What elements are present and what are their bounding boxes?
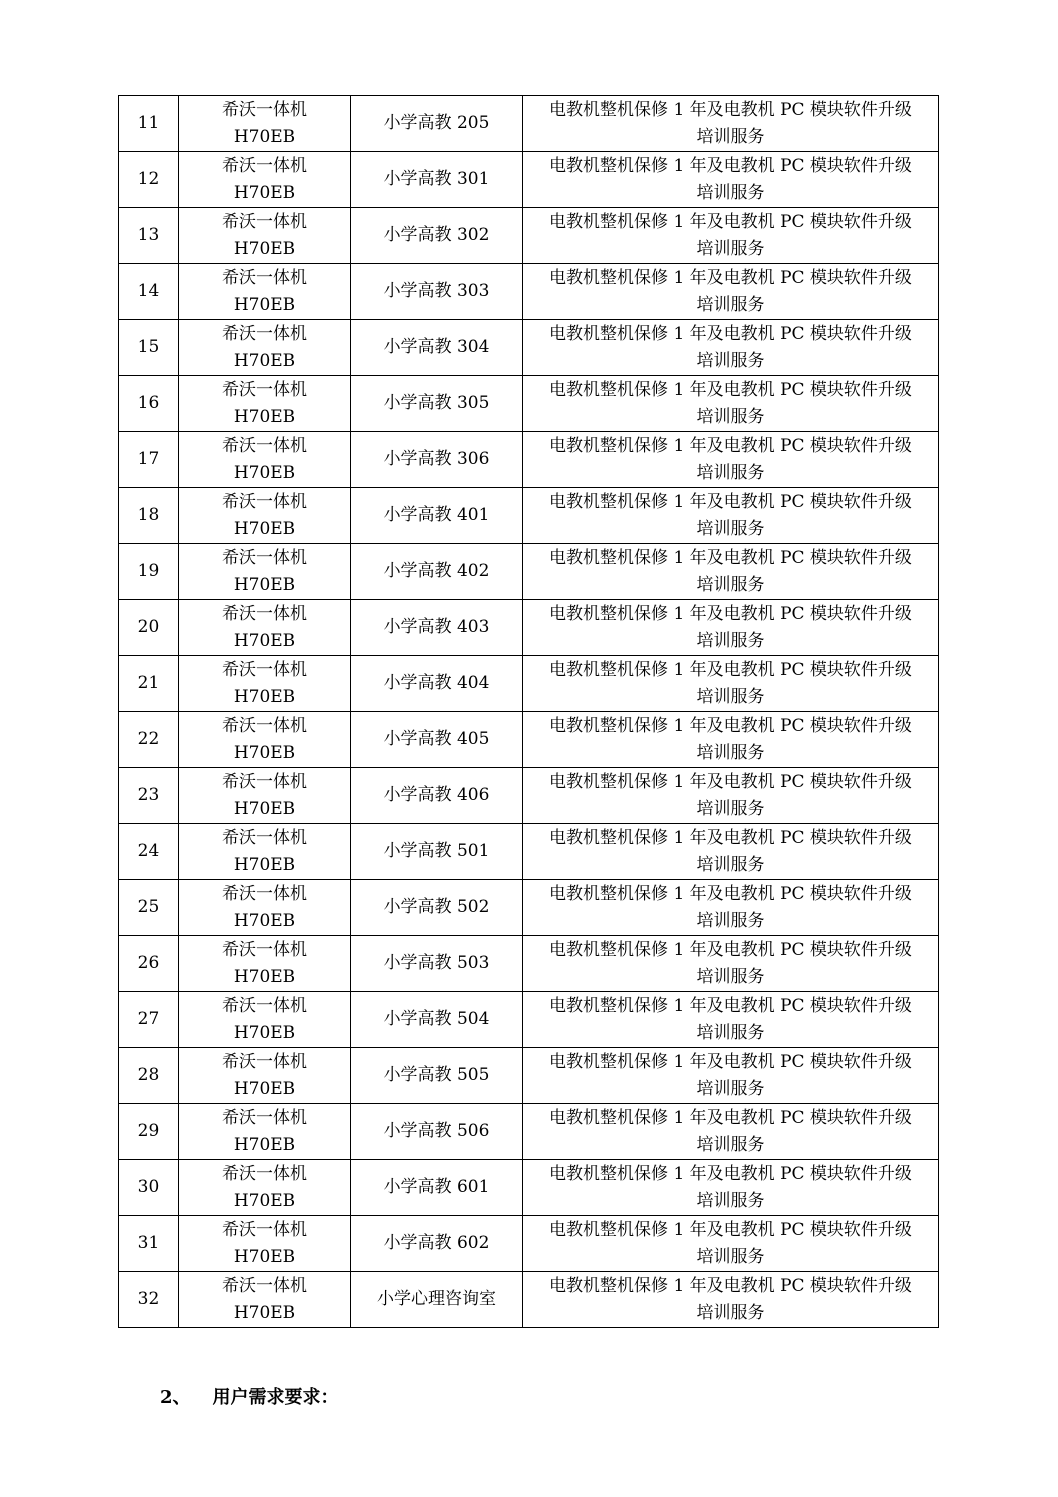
- row-number: 23: [137, 785, 160, 805]
- device-name-line: 希沃一体机: [222, 267, 307, 288]
- location-cell: [351, 1216, 523, 1272]
- table-row: [119, 96, 939, 152]
- location-cell: [351, 656, 523, 712]
- service-description-line: 电教机整机保修 1 年及电教机 PC 模块软件升级: [549, 603, 912, 624]
- device-name-line: 希沃一体机: [222, 379, 307, 400]
- row-number: 32: [137, 1289, 160, 1309]
- row-number: 18: [137, 505, 160, 525]
- service-description-line: 电教机整机保修 1 年及电教机 PC 模块软件升级: [549, 1107, 912, 1128]
- row-number-cell: [119, 1216, 179, 1272]
- service-description-line: 培训服务: [696, 742, 765, 763]
- device-name-line: H70EB: [233, 574, 296, 595]
- service-description-line: 培训服务: [696, 1246, 765, 1267]
- service-cell: [523, 376, 939, 432]
- row-number-cell: [119, 1104, 179, 1160]
- device-name-line: H70EB: [233, 854, 296, 875]
- device-cell: [179, 320, 351, 376]
- device-cell: [179, 992, 351, 1048]
- row-number-cell: [119, 320, 179, 376]
- device-name-line: H70EB: [233, 798, 296, 819]
- service-description-line: 培训服务: [696, 1022, 765, 1043]
- service-cell: [523, 488, 939, 544]
- service-description-line: 培训服务: [696, 350, 765, 371]
- device-name-line: H70EB: [233, 238, 296, 259]
- service-description-line: 培训服务: [696, 966, 765, 987]
- service-description-line: 电教机整机保修 1 年及电教机 PC 模块软件升级: [549, 1219, 912, 1240]
- row-number-cell: [119, 264, 179, 320]
- table-row: [119, 992, 939, 1048]
- service-description-line: 电教机整机保修 1 年及电教机 PC 模块软件升级: [549, 99, 912, 120]
- service-description-line: 培训服务: [696, 630, 765, 651]
- location-cell: [351, 264, 523, 320]
- service-cell: [523, 936, 939, 992]
- service-description-line: 培训服务: [696, 462, 765, 483]
- device-cell: [179, 264, 351, 320]
- device-cell: [179, 1104, 351, 1160]
- device-cell: [179, 488, 351, 544]
- service-cell: [523, 656, 939, 712]
- location-name: 小学高教 504: [383, 1009, 490, 1029]
- table-row: [119, 936, 939, 992]
- service-description-line: 培训服务: [696, 854, 765, 875]
- equipment-table-body: [119, 96, 939, 1328]
- service-description-line: 培训服务: [696, 910, 765, 931]
- device-name-line: H70EB: [233, 406, 296, 427]
- location-name: 小学高教 406: [383, 785, 490, 805]
- device-name-line: 希沃一体机: [222, 99, 307, 120]
- location-cell: [351, 320, 523, 376]
- row-number-cell: [119, 936, 179, 992]
- device-name-line: 希沃一体机: [222, 1275, 307, 1296]
- location-name: 小学高教 405: [383, 729, 490, 749]
- location-name: 小学高教 302: [383, 225, 490, 245]
- location-cell: [351, 712, 523, 768]
- service-cell: [523, 1048, 939, 1104]
- table-row: [119, 1160, 939, 1216]
- device-cell: [179, 712, 351, 768]
- service-cell: [523, 1160, 939, 1216]
- device-name-line: H70EB: [233, 126, 296, 147]
- device-name-line: H70EB: [233, 742, 296, 763]
- table-row: [119, 320, 939, 376]
- location-cell: [351, 432, 523, 488]
- row-number-cell: [119, 880, 179, 936]
- location-cell: [351, 376, 523, 432]
- device-name-line: 希沃一体机: [222, 491, 307, 512]
- service-description-line: 电教机整机保修 1 年及电教机 PC 模块软件升级: [549, 883, 912, 904]
- equipment-table: [118, 95, 939, 1328]
- row-number: 15: [137, 337, 160, 357]
- row-number: 11: [137, 113, 160, 133]
- service-cell: [523, 152, 939, 208]
- device-name-line: H70EB: [233, 1246, 296, 1267]
- device-cell: [179, 544, 351, 600]
- location-name: 小学心理咨询室: [377, 1289, 496, 1309]
- service-cell: [523, 824, 939, 880]
- location-cell: [351, 600, 523, 656]
- device-name-line: H70EB: [233, 1078, 296, 1099]
- device-cell: [179, 936, 351, 992]
- service-cell: [523, 1216, 939, 1272]
- row-number-cell: [119, 208, 179, 264]
- section-heading: [160, 1383, 339, 1409]
- device-cell: [179, 1272, 351, 1328]
- location-cell: [351, 992, 523, 1048]
- location-cell: [351, 152, 523, 208]
- service-description-line: 培训服务: [696, 798, 765, 819]
- service-description-line: 电教机整机保修 1 年及电教机 PC 模块软件升级: [549, 491, 912, 512]
- device-name-line: 希沃一体机: [222, 995, 307, 1016]
- device-name-line: 希沃一体机: [222, 1107, 307, 1128]
- service-description-line: 培训服务: [696, 1134, 765, 1155]
- service-description-line: 电教机整机保修 1 年及电教机 PC 模块软件升级: [549, 1163, 912, 1184]
- device-name-line: H70EB: [233, 182, 296, 203]
- location-name: 小学高教 205: [383, 113, 490, 133]
- location-cell: [351, 880, 523, 936]
- table-row: [119, 208, 939, 264]
- device-name-line: H70EB: [233, 1022, 296, 1043]
- location-name: 小学高教 506: [383, 1121, 490, 1141]
- device-cell: [179, 1048, 351, 1104]
- device-name-line: H70EB: [233, 462, 296, 483]
- service-cell: [523, 992, 939, 1048]
- location-cell: [351, 1160, 523, 1216]
- device-cell: [179, 656, 351, 712]
- device-name-line: 希沃一体机: [222, 939, 307, 960]
- location-cell: [351, 208, 523, 264]
- service-description-line: 电教机整机保修 1 年及电教机 PC 模块软件升级: [549, 659, 912, 680]
- service-description-line: 电教机整机保修 1 年及电教机 PC 模块软件升级: [549, 323, 912, 344]
- device-cell: [179, 432, 351, 488]
- service-description-line: 电教机整机保修 1 年及电教机 PC 模块软件升级: [549, 939, 912, 960]
- row-number: 13: [137, 225, 160, 245]
- device-cell: [179, 768, 351, 824]
- service-description-line: 培训服务: [696, 518, 765, 539]
- location-cell: [351, 96, 523, 152]
- device-name-line: 希沃一体机: [222, 659, 307, 680]
- location-name: 小学高教 601: [383, 1177, 490, 1197]
- device-name-line: 希沃一体机: [222, 155, 307, 176]
- location-cell: [351, 488, 523, 544]
- location-name: 小学高教 505: [383, 1065, 490, 1085]
- row-number: 29: [137, 1121, 160, 1141]
- location-name: 小学高教 301: [383, 169, 490, 189]
- device-name-line: 希沃一体机: [222, 323, 307, 344]
- table-row: [119, 376, 939, 432]
- row-number: 14: [137, 281, 160, 301]
- row-number-cell: [119, 712, 179, 768]
- service-description-line: 电教机整机保修 1 年及电教机 PC 模块软件升级: [549, 995, 912, 1016]
- table-row: [119, 1048, 939, 1104]
- device-cell: [179, 152, 351, 208]
- table-row: [119, 432, 939, 488]
- device-name-line: 希沃一体机: [222, 715, 307, 736]
- row-number-cell: [119, 152, 179, 208]
- service-description-line: 电教机整机保修 1 年及电教机 PC 模块软件升级: [549, 1275, 912, 1296]
- device-name-line: H70EB: [233, 350, 296, 371]
- row-number-cell: [119, 488, 179, 544]
- table-row: [119, 880, 939, 936]
- device-cell: [179, 96, 351, 152]
- service-cell: [523, 432, 939, 488]
- service-description-line: 电教机整机保修 1 年及电教机 PC 模块软件升级: [549, 827, 912, 848]
- service-description-line: 电教机整机保修 1 年及电教机 PC 模块软件升级: [549, 379, 912, 400]
- device-name-line: 希沃一体机: [222, 827, 307, 848]
- location-name: 小学高教 304: [383, 337, 490, 357]
- service-description-line: 培训服务: [696, 182, 765, 203]
- row-number: 21: [137, 673, 160, 693]
- device-name-line: H70EB: [233, 910, 296, 931]
- device-name-line: 希沃一体机: [222, 603, 307, 624]
- service-cell: [523, 600, 939, 656]
- device-cell: [179, 1160, 351, 1216]
- device-cell: [179, 376, 351, 432]
- service-description-line: 培训服务: [696, 1302, 765, 1323]
- device-name-line: 希沃一体机: [222, 883, 307, 904]
- service-description-line: 电教机整机保修 1 年及电教机 PC 模块软件升级: [549, 211, 912, 232]
- table-row: [119, 600, 939, 656]
- location-name: 小学高教 303: [383, 281, 490, 301]
- service-description-line: 电教机整机保修 1 年及电教机 PC 模块软件升级: [549, 715, 912, 736]
- table-row: [119, 1272, 939, 1328]
- row-number: 30: [137, 1177, 160, 1197]
- row-number: 25: [137, 897, 160, 917]
- row-number: 22: [137, 729, 160, 749]
- device-name-line: H70EB: [233, 686, 296, 707]
- device-name-line: 希沃一体机: [222, 211, 307, 232]
- row-number: 24: [137, 841, 160, 861]
- device-cell: [179, 1216, 351, 1272]
- service-description-line: 培训服务: [696, 1078, 765, 1099]
- row-number-cell: [119, 376, 179, 432]
- row-number-cell: [119, 1048, 179, 1104]
- section-title: 用户需求要求：: [212, 1387, 339, 1408]
- location-cell: [351, 936, 523, 992]
- row-number: 31: [137, 1233, 160, 1253]
- row-number: 16: [137, 393, 160, 413]
- row-number: 17: [137, 449, 160, 469]
- row-number-cell: [119, 600, 179, 656]
- row-number: 12: [137, 169, 160, 189]
- service-description-line: 电教机整机保修 1 年及电教机 PC 模块软件升级: [549, 435, 912, 456]
- service-description-line: 电教机整机保修 1 年及电教机 PC 模块软件升级: [549, 155, 912, 176]
- table-row: [119, 1104, 939, 1160]
- service-description-line: 培训服务: [696, 406, 765, 427]
- row-number-cell: [119, 992, 179, 1048]
- table-row: [119, 712, 939, 768]
- location-name: 小学高教 305: [383, 393, 490, 413]
- service-description-line: 电教机整机保修 1 年及电教机 PC 模块软件升级: [549, 547, 912, 568]
- location-cell: [351, 1048, 523, 1104]
- location-cell: [351, 544, 523, 600]
- device-name-line: H70EB: [233, 1134, 296, 1155]
- service-cell: [523, 712, 939, 768]
- row-number-cell: [119, 432, 179, 488]
- service-cell: [523, 768, 939, 824]
- location-cell: [351, 1272, 523, 1328]
- row-number-cell: [119, 1272, 179, 1328]
- row-number-cell: [119, 544, 179, 600]
- device-name-line: H70EB: [233, 1302, 296, 1323]
- device-name-line: H70EB: [233, 1190, 296, 1211]
- location-name: 小学高教 401: [383, 505, 490, 525]
- row-number: 28: [137, 1065, 160, 1085]
- device-cell: [179, 824, 351, 880]
- service-description-line: 培训服务: [696, 1190, 765, 1211]
- service-cell: [523, 544, 939, 600]
- device-name-line: H70EB: [233, 294, 296, 315]
- service-cell: [523, 320, 939, 376]
- location-name: 小学高教 402: [383, 561, 490, 581]
- device-name-line: 希沃一体机: [222, 435, 307, 456]
- service-description-line: 培训服务: [696, 294, 765, 315]
- table-row: [119, 544, 939, 600]
- device-name-line: 希沃一体机: [222, 771, 307, 792]
- location-name: 小学高教 403: [383, 617, 490, 637]
- location-cell: [351, 1104, 523, 1160]
- service-description-line: 培训服务: [696, 686, 765, 707]
- device-cell: [179, 208, 351, 264]
- device-name-line: 希沃一体机: [222, 1219, 307, 1240]
- table-row: [119, 656, 939, 712]
- row-number-cell: [119, 768, 179, 824]
- location-cell: [351, 768, 523, 824]
- row-number: 27: [137, 1009, 160, 1029]
- row-number-cell: [119, 824, 179, 880]
- location-name: 小学高教 502: [383, 897, 490, 917]
- location-name: 小学高教 404: [383, 673, 490, 693]
- service-description-line: 电教机整机保修 1 年及电教机 PC 模块软件升级: [549, 771, 912, 792]
- service-cell: [523, 1272, 939, 1328]
- table-row: [119, 1216, 939, 1272]
- device-name-line: H70EB: [233, 518, 296, 539]
- service-description-line: 电教机整机保修 1 年及电教机 PC 模块软件升级: [549, 267, 912, 288]
- section-number: 2、: [160, 1387, 191, 1408]
- device-name-line: 希沃一体机: [222, 1163, 307, 1184]
- row-number-cell: [119, 1160, 179, 1216]
- location-name: 小学高教 602: [383, 1233, 490, 1253]
- location-name: 小学高教 306: [383, 449, 490, 469]
- service-cell: [523, 880, 939, 936]
- location-name: 小学高教 501: [383, 841, 490, 861]
- location-cell: [351, 824, 523, 880]
- table-row: [119, 768, 939, 824]
- device-name-line: 希沃一体机: [222, 547, 307, 568]
- service-cell: [523, 96, 939, 152]
- device-cell: [179, 880, 351, 936]
- row-number: 20: [137, 617, 160, 637]
- location-name: 小学高教 503: [383, 953, 490, 973]
- device-name-line: H70EB: [233, 630, 296, 651]
- table-row: [119, 824, 939, 880]
- row-number-cell: [119, 656, 179, 712]
- service-description-line: 培训服务: [696, 574, 765, 595]
- row-number-cell: [119, 96, 179, 152]
- service-description-line: 培训服务: [696, 126, 765, 147]
- service-description-line: 培训服务: [696, 238, 765, 259]
- device-name-line: 希沃一体机: [222, 1051, 307, 1072]
- service-cell: [523, 208, 939, 264]
- row-number: 19: [137, 561, 160, 581]
- row-number: 26: [137, 953, 160, 973]
- device-name-line: H70EB: [233, 966, 296, 987]
- device-cell: [179, 600, 351, 656]
- service-cell: [523, 1104, 939, 1160]
- table-row: [119, 264, 939, 320]
- table-row: [119, 152, 939, 208]
- service-cell: [523, 264, 939, 320]
- service-description-line: 电教机整机保修 1 年及电教机 PC 模块软件升级: [549, 1051, 912, 1072]
- table-row: [119, 488, 939, 544]
